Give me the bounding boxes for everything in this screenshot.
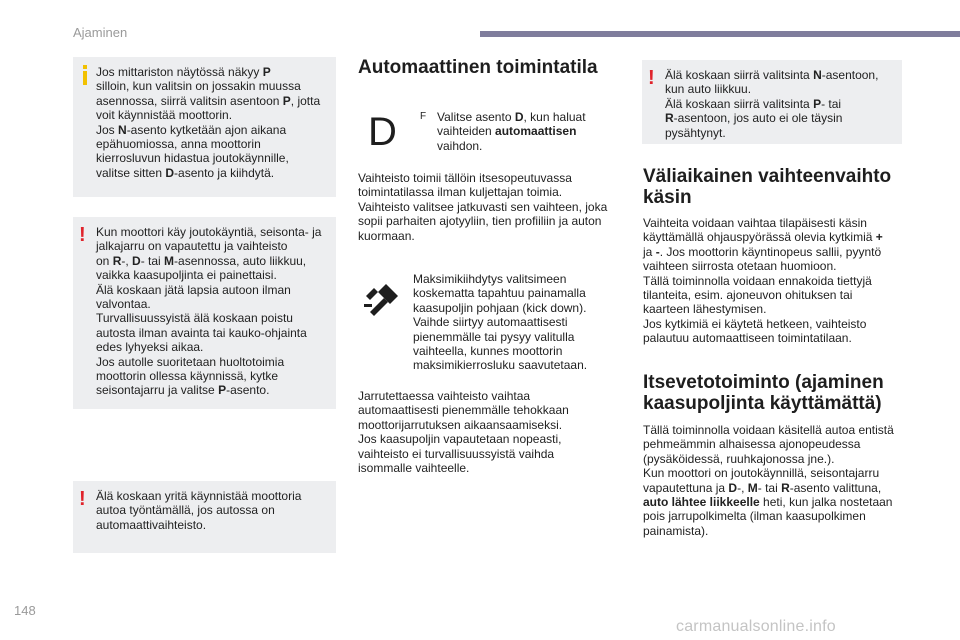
warning-icon: !: [79, 224, 86, 246]
warning-note-text: [665, 68, 894, 140]
text-line: isommalle vaihteelle.: [358, 461, 470, 476]
text-line: vaihteiden automaattisen: [437, 124, 577, 139]
text-line: jalkajarru on vapautettu ja vaihteisto: [96, 239, 288, 254]
text-line: on R-, D- tai M-asennossa, auto liikkuu,: [96, 253, 307, 268]
kickdown-pedal-icon: [364, 282, 400, 316]
kickdown-text: [413, 272, 587, 373]
bold-text: N: [813, 68, 822, 82]
text-line: automaattisesti pienemmälle tehokkaan: [358, 403, 569, 418]
text-line: Tällä toiminnolla voidaan ennakoida tiettyjä: [643, 273, 872, 288]
gear-position-d: D: [368, 110, 397, 154]
bold-text: auto lähtee liikkeelle: [643, 495, 760, 510]
text-line: Turvallisuussyistä älä koskaan poistu: [96, 311, 293, 326]
page-number: 148: [14, 603, 36, 618]
text-line: Vaihteisto toimii tällöin itsesopeutuvassa: [358, 171, 572, 185]
text-line: pois jarrupolkimelta (ilman kaasupolkimen: [643, 509, 866, 524]
text-line: painamista).: [643, 523, 709, 538]
text-line: maksimikierrosluku saavutetaan.: [413, 358, 588, 373]
body-paragraph: [643, 423, 894, 538]
text-line: Jos N-asento kytketään ajon aikana: [96, 122, 287, 137]
text-line: vaikka kaasupoljinta ei painettaisi.: [96, 268, 277, 283]
text-line: kaasupoljin pohjaan (kick down).: [413, 300, 587, 315]
text-line: vaihdon.: [437, 138, 483, 153]
text-line: Jos kaasupoljin vapautetaan nopeasti,: [358, 432, 562, 447]
text-line: vaihteen siirrosta otetaan huomioon.: [643, 259, 837, 274]
text-line: toimintatilassa ilman kuljettajan toimia.: [358, 185, 563, 200]
text-line: voit käynnistää moottorin.: [96, 108, 233, 123]
bold-text: D: [728, 480, 738, 495]
bold-text: P: [282, 93, 291, 108]
bold-text: R: [112, 253, 122, 268]
text-line: Vaihde siirtyy automaattisesti: [413, 315, 568, 330]
text-line: kun auto liikkuu.: [665, 82, 752, 97]
bold-text: P: [813, 96, 822, 111]
warning-icon: !: [648, 67, 655, 89]
text-line: Jos mittariston näytössä näkyy P: [96, 65, 271, 79]
text-line: moottorijarrutuksen aikaansaamiseksi.: [358, 417, 563, 432]
text-line: Vaihteita voidaan vaihtaa tilapäisesti käsin: [643, 216, 867, 230]
bold-text: P: [262, 65, 271, 79]
step-bullet: F: [420, 111, 427, 122]
text-line: epähuomiossa, anna moottorin: [96, 137, 261, 152]
text-line: pysähtynyt.: [665, 125, 726, 140]
text-line: Jos kytkimiä ei käytetä hetkeen, vaihteisto: [643, 316, 867, 331]
text-line: palautuu automaattiseen toimintatilaan.: [643, 331, 852, 346]
section-title: Automaattinen toimintatila: [358, 57, 598, 78]
bold-text: D: [514, 110, 524, 124]
body-paragraph: [643, 216, 883, 346]
text-line: Valitse asento D, kun haluat: [437, 110, 586, 124]
bold-text: N: [118, 122, 127, 137]
bold-text: D: [165, 165, 175, 180]
text-line: Älä koskaan yritä käynnistää moottoria: [96, 489, 302, 503]
text-line: koskematta tapahtuu painamalla: [413, 286, 586, 301]
info-icon: [79, 65, 91, 85]
text-line: pienemmälle tai pysyy valitulla: [413, 329, 575, 344]
bold-text: M: [164, 253, 175, 268]
info-note-text: [96, 65, 328, 180]
text-line: autosta ilman avainta tai kauko-ohjainta: [96, 325, 307, 340]
bold-text: D: [132, 253, 141, 268]
text-line: Jos autolle suoritetaan huoltotoimia: [96, 354, 285, 369]
section-heading: Itsevetotoiminto (ajaminen kaasupoljinta käyttämättä): [643, 372, 884, 414]
bold-text: -: [655, 244, 660, 259]
text-line: tilanteita, esim. ajoneuvon ohituksen tai: [643, 288, 853, 303]
body-paragraph: [358, 171, 607, 243]
text-line: käyttämällä ohjauspyörässä olevia kytkimiä +: [643, 230, 883, 245]
header-bar: [480, 31, 960, 37]
text-line: vaihteisto ei turvallisuussyistä vaihda: [358, 446, 555, 461]
warning-note: [73, 481, 336, 553]
text-line: Älä koskaan siirrä valitsinta P- tai: [665, 96, 842, 111]
text-line: Vaihteisto valitsee jatkuvasti sen vaihteen, joka: [358, 199, 608, 214]
text-line: vapautettuna ja D-, M- tai R-asento valittuna,: [643, 480, 882, 495]
text-line: edes lyhyeksi aikaa.: [96, 340, 204, 355]
watermark: carmanualsonline.info: [676, 618, 836, 635]
section-label: Ajaminen: [73, 25, 128, 40]
text-line: R-asentoon, jos auto ei ole täysin: [665, 111, 843, 126]
section-heading: Väliaikainen vaihteenvaihto käsin: [643, 166, 892, 208]
warning-note-text: [96, 225, 328, 398]
bold-text: P: [218, 383, 227, 398]
text-line: kierrosluvun hidastua joutokäynnille,: [96, 151, 289, 166]
body-paragraph: [358, 389, 569, 475]
warning-note: [73, 217, 336, 409]
bold-text: M: [747, 480, 758, 495]
bold-text: R: [781, 480, 790, 495]
text-line: moottorin ollessa käynnissä, kytke: [96, 369, 279, 384]
text-line: seisontajarru ja valitse P-asento.: [96, 383, 270, 398]
text-line: Kun moottori käy joutokäyntiä, seisonta- ja: [96, 225, 322, 239]
text-line: asennossa, siirrä valitsin asentoon P, jotta: [96, 93, 321, 108]
text-line: Älä koskaan jätä lapsia autoon ilman: [96, 282, 291, 297]
text-line: valvontaa.: [96, 297, 151, 312]
text-line: sopii parhaiten ajotyyliin, tien profiiliin ja auton: [358, 214, 602, 229]
text-line: autoa työntämällä, jos autossa on: [96, 503, 275, 518]
text-line: automaattivaihteisto.: [96, 517, 207, 532]
text-line: vaihteella, kunnes moottorin: [413, 344, 563, 359]
text-line: auto lähtee liikkeelle heti, kun jalka nostetaan: [643, 495, 893, 510]
bold-text: +: [875, 230, 883, 245]
text-line: valitse sitten D-asento ja kiihdytä.: [96, 165, 275, 180]
warning-icon: !: [79, 488, 86, 510]
info-note: [73, 57, 336, 197]
step-text: [437, 110, 586, 153]
text-line: Kun moottori on joutokäynnillä, seisontajarru: [643, 466, 880, 481]
text-line: Älä koskaan siirrä valitsinta N-asentoon,: [665, 68, 879, 82]
warning-note: [642, 60, 902, 144]
warning-note-text: [96, 489, 328, 532]
text-line: silloin, kun valitsin on jossakin muussa: [96, 79, 301, 94]
text-line: kuormaan.: [358, 228, 415, 243]
bold-text: automaattisen: [495, 124, 577, 139]
text-line: pehmeämmin alhaisessa ajonopeudessa: [643, 437, 861, 452]
text-line: ja -. Jos moottorin käyntinopeus sallii, pyyntö: [643, 244, 882, 259]
bold-text: R: [665, 111, 674, 126]
text-line: Tällä toiminnolla voidaan käsitellä autoa entistä: [643, 423, 894, 437]
text-line: Maksimikiihdytys valitsimeen: [413, 272, 567, 286]
text-line: Jarrutettaessa vaihteisto vaihtaa: [358, 389, 531, 403]
text-line: kaarteen lähestymisen.: [643, 302, 767, 317]
text-line: (pysäköidessä, ruuhkajonossa jne.).: [643, 451, 835, 466]
